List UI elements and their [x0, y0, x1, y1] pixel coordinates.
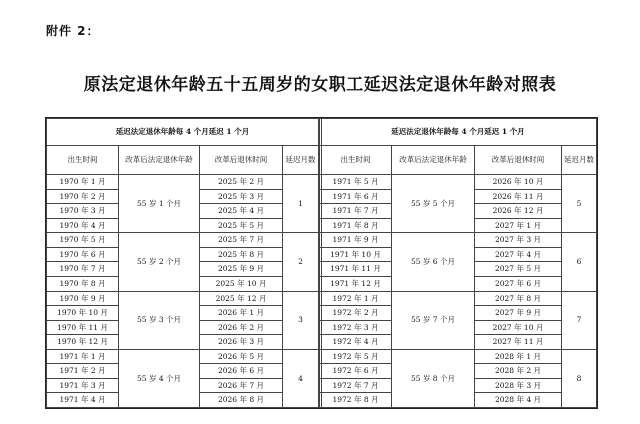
- column-header-row: [319, 146, 596, 175]
- retirement-date-cell: 2027 年 10 月: [474, 320, 561, 335]
- retirement-date-cell: 2027 年 8 月: [474, 291, 561, 306]
- retirement-date-cell: 2025 年 12 月: [200, 291, 283, 306]
- retirement-age-cell: 55 岁 7 个月: [391, 291, 474, 349]
- retirement-date-cell: 2025 年 3 月: [200, 189, 283, 204]
- column-header-row: [47, 146, 319, 175]
- retirement-date-cell: 2028 年 1 月: [474, 349, 561, 364]
- retirement-date-cell: 2025 年 9 月: [200, 262, 283, 277]
- birth-date-cell: 1972 年 1 月: [319, 291, 391, 306]
- delay-months-cell: 8: [561, 349, 596, 407]
- table-row: [47, 233, 319, 248]
- retirement-age-cell: 55 岁 4 个月: [119, 349, 200, 407]
- birth-date-cell: 1970 年 8 月: [47, 276, 119, 291]
- delay-months-cell: 7: [561, 291, 596, 349]
- retirement-date-cell: 2026 年 10 月: [474, 175, 561, 190]
- retirement-date-cell: 2025 年 8 月: [200, 247, 283, 262]
- retirement-date-cell: 2025 年 4 月: [200, 204, 283, 219]
- retirement-age-cell: 55 岁 8 个月: [391, 349, 474, 407]
- retirement-date-cell: 2028 年 4 月: [474, 393, 561, 408]
- retirement-age-cell: 55 岁 3 个月: [119, 291, 200, 349]
- col-new-retirement-age: 改革后法定退休年龄: [119, 146, 200, 175]
- birth-date-cell: 1972 年 3 月: [319, 320, 391, 335]
- birth-date-cell: 1972 年 4 月: [319, 335, 391, 350]
- page-title: 原法定退休年龄五十五周岁的女职工延迟法定退休年龄对照表: [83, 75, 557, 95]
- birth-date-cell: 1970 年 4 月: [47, 218, 119, 233]
- birth-date-cell: 1970 年 3 月: [47, 204, 119, 219]
- birth-date-cell: 1972 年 2 月: [319, 306, 391, 321]
- birth-date-cell: 1971 年 1 月: [47, 349, 119, 364]
- birth-date-cell: 1971 年 4 月: [47, 393, 119, 408]
- table-row: [47, 175, 319, 190]
- table-row: [319, 175, 596, 190]
- birth-date-cell: 1971 年 6 月: [319, 189, 391, 204]
- table-header: 延迟法定退休年龄每 4 个月延迟 1 个月: [47, 119, 319, 146]
- retirement-date-cell: 2026 年 3 月: [200, 335, 283, 350]
- retirement-date-cell: 2027 年 4 月: [474, 247, 561, 262]
- birth-date-cell: 1972 年 5 月: [319, 349, 391, 364]
- table-row: [47, 291, 319, 306]
- retirement-date-cell: 2025 年 5 月: [200, 218, 283, 233]
- birth-date-cell: 1971 年 3 月: [47, 378, 119, 393]
- birth-date-cell: 1970 年 6 月: [47, 247, 119, 262]
- birth-date-cell: 1970 年 12 月: [47, 335, 119, 350]
- birth-date-cell: 1970 年 9 月: [47, 291, 119, 306]
- delay-months-cell: 1: [283, 175, 319, 233]
- birth-date-cell: 1970 年 5 月: [47, 233, 119, 248]
- col-delay-months: 延迟月数: [561, 146, 596, 175]
- birth-date-cell: 1972 年 8 月: [319, 393, 391, 408]
- table-header-row: [47, 119, 319, 146]
- birth-date-cell: 1971 年 7 月: [319, 204, 391, 219]
- right-table: [319, 118, 597, 408]
- table-row: [319, 233, 596, 248]
- retirement-date-cell: 2027 年 9 月: [474, 306, 561, 321]
- birth-date-cell: 1972 年 6 月: [319, 364, 391, 379]
- retirement-date-cell: 2025 年 2 月: [200, 175, 283, 190]
- birth-date-cell: 1970 年 7 月: [47, 262, 119, 277]
- retirement-date-cell: 2025 年 10 月: [200, 276, 283, 291]
- retirement-age-cell: 55 岁 1 个月: [119, 175, 200, 233]
- retirement-date-cell: 2026 年 6 月: [200, 364, 283, 379]
- retirement-date-cell: 2026 年 5 月: [200, 349, 283, 364]
- table-header: 延迟法定退休年龄每 4 个月延迟 1 个月: [319, 119, 596, 146]
- retirement-date-cell: 2026 年 8 月: [200, 393, 283, 408]
- birth-date-cell: 1971 年 2 月: [47, 364, 119, 379]
- col-birth-date: 出生时间: [47, 146, 119, 175]
- retirement-date-cell: 2026 年 1 月: [200, 306, 283, 321]
- comparison-table-frame: [45, 117, 598, 409]
- delay-months-cell: 3: [283, 291, 319, 349]
- birth-date-cell: 1972 年 7 月: [319, 378, 391, 393]
- retirement-date-cell: 2027 年 6 月: [474, 276, 561, 291]
- retirement-date-cell: 2027 年 1 月: [474, 218, 561, 233]
- birth-date-cell: 1971 年 9 月: [319, 233, 391, 248]
- retirement-date-cell: 2025 年 7 月: [200, 233, 283, 248]
- delay-months-cell: 5: [561, 175, 596, 233]
- attachment-label: 附件 2：: [46, 24, 100, 38]
- birth-date-cell: 1970 年 2 月: [47, 189, 119, 204]
- delay-months-cell: 6: [561, 233, 596, 291]
- retirement-date-cell: 2028 年 2 月: [474, 364, 561, 379]
- retirement-date-cell: 2027 年 11 月: [474, 335, 561, 350]
- birth-date-cell: 1970 年 11 月: [47, 320, 119, 335]
- retirement-date-cell: 2026 年 12 月: [474, 204, 561, 219]
- table-row: [319, 349, 596, 364]
- retirement-date-cell: 2028 年 3 月: [474, 378, 561, 393]
- birth-date-cell: 1971 年 12 月: [319, 276, 391, 291]
- table-header-row: [319, 119, 596, 146]
- retirement-date-cell: 2027 年 5 月: [474, 262, 561, 277]
- col-birth-date: 出生时间: [319, 146, 391, 175]
- birth-date-cell: 1971 年 5 月: [319, 175, 391, 190]
- retirement-date-cell: 2027 年 3 月: [474, 233, 561, 248]
- birth-date-cell: 1971 年 11 月: [319, 262, 391, 277]
- col-new-retirement-age: 改革后法定退休年龄: [391, 146, 474, 175]
- table-row: [47, 349, 319, 364]
- col-new-retirement-date: 改革后退休时间: [200, 146, 283, 175]
- retirement-date-cell: 2026 年 11 月: [474, 189, 561, 204]
- birth-date-cell: 1971 年 8 月: [319, 218, 391, 233]
- col-delay-months: 延迟月数: [283, 146, 319, 175]
- retirement-date-cell: 2026 年 7 月: [200, 378, 283, 393]
- retirement-age-cell: 55 岁 6 个月: [391, 233, 474, 291]
- table-row: [319, 291, 596, 306]
- retirement-date-cell: 2026 年 2 月: [200, 320, 283, 335]
- retirement-age-cell: 55 岁 2 个月: [119, 233, 200, 291]
- retirement-age-cell: 55 岁 5 个月: [391, 175, 474, 233]
- birth-date-cell: 1970 年 1 月: [47, 175, 119, 190]
- delay-months-cell: 4: [283, 349, 319, 407]
- col-new-retirement-date: 改革后退休时间: [474, 146, 561, 175]
- delay-months-cell: 2: [283, 233, 319, 291]
- birth-date-cell: 1971 年 10 月: [319, 247, 391, 262]
- birth-date-cell: 1970 年 10 月: [47, 306, 119, 321]
- left-table: [46, 118, 319, 408]
